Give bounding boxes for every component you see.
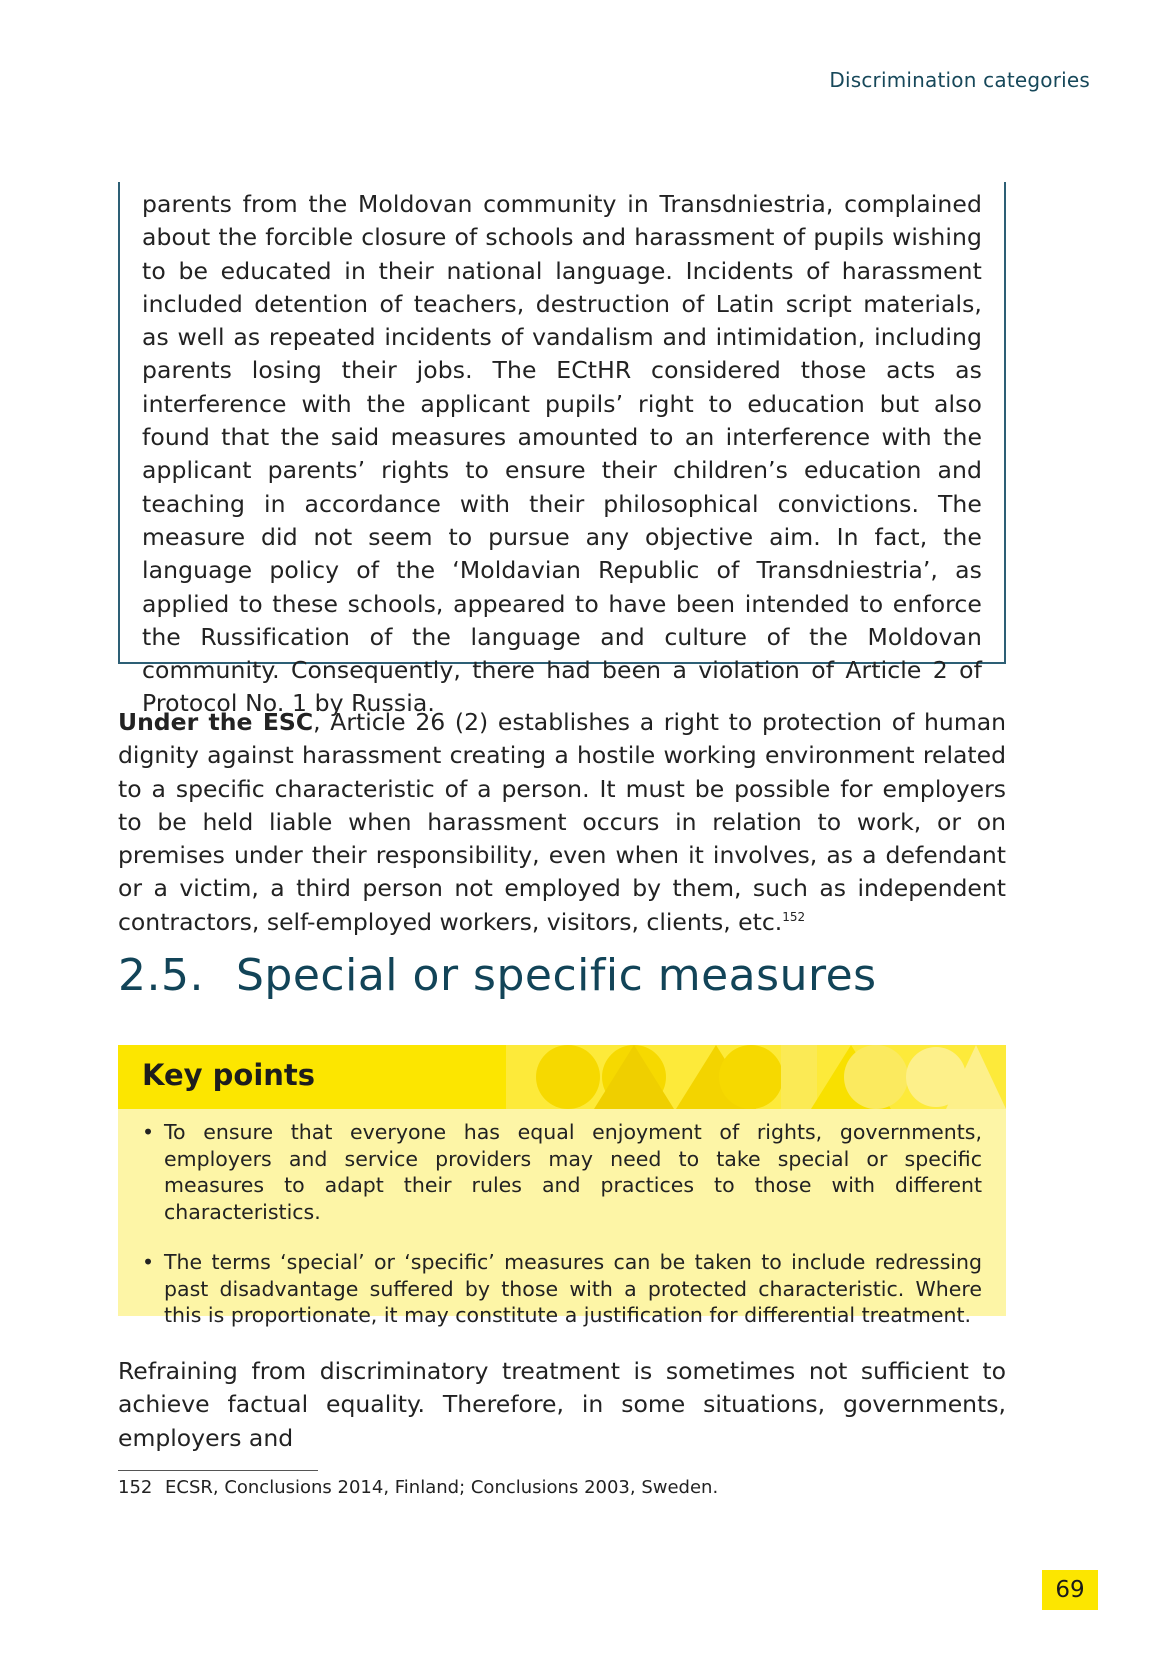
footnote-number: 152: [118, 1477, 153, 1498]
footnote-text: ECSR, Conclusions 2014, Finland; Conclusions 2003, Sweden.: [165, 1477, 719, 1498]
page-number: 69: [1042, 1570, 1098, 1610]
decorative-shapes-icon: [506, 1045, 1006, 1109]
closing-paragraph: Refraining from discriminatory treatment is sometimes not sufficient to achieve factual equality. Therefore, in some situations, governments, employers and: [118, 1357, 1006, 1452]
section-number: 2.5.: [118, 950, 204, 1001]
footnote: [118, 1477, 718, 1498]
esc-paragraph: [118, 706, 1006, 939]
bullet-icon: •: [142, 1120, 155, 1144]
section-heading: [118, 950, 877, 1001]
footnote-reference[interactable]: 152: [782, 909, 806, 924]
running-header: Discrimination categories: [829, 68, 1090, 92]
key-points-list: [140, 1119, 982, 1353]
list-item: • To ensure that everyone has equal enjoyment of rights, governments, employers and service providers may need to take special or specific measures to adapt their rules and practices to those with different characteristics.: [142, 1120, 982, 1224]
section-title: Special or specific measures: [236, 950, 877, 1001]
key-points-panel: [118, 1109, 1006, 1327]
case-law-text: parents from the Moldovan community in Transdniestria, complained about the forcible closure of schools and harassment of pupils wishing to be educated in their national language. Incidents of harassment included detention of teachers, destruction of Latin script materials, as well as repeated incidents of vandalism and intimidation, including parents losing their jobs. The ECtHR considered those acts as interference with the applicant pupils’ right to education but also found that the said measures amounted to an interference with the applicant parents’ rights to ensure their children’s education and teaching in accordance with their philosophical convictions. The measure did not seem to pursue any objective aim. In fact, the language policy of the ‘Moldavian Republic of Transdniestria’, as applied to these schools, appeared to have been intended to enforce the Russification of the language and culture of the Moldovan community. Consequently, there had been a violation of Article 2 of Protocol No. 1 by Russia.: [142, 190, 982, 718]
key-points-header: [118, 1045, 1006, 1109]
key-points-title: Key points: [142, 1058, 316, 1092]
list-item: • The terms ‘special’ or ‘specific’ measures can be taken to include redressing past disadvantage suffered by those with a protected characteristic. Where this is proportionate, it may constitute a justification for differential treatment.: [142, 1250, 982, 1327]
esc-lead: Under the ESC: [118, 708, 314, 736]
esc-text: , Article 26 (2) establishes a right to protection of human dignity against harassment creating a hostile working environment related to a specific characteristic of a person. It must be possible for employers to be held liable when harassment occurs in relation to work, or on premises under their responsibility, even when it involves, as a defendant or a victim, a third person not employed by them, such as independent contractors, self-employed workers, visitors, clients, etc.: [118, 708, 1007, 936]
footnote-divider: [118, 1470, 318, 1471]
bullet-icon: •: [142, 1250, 155, 1274]
case-law-box: [118, 182, 1006, 718]
